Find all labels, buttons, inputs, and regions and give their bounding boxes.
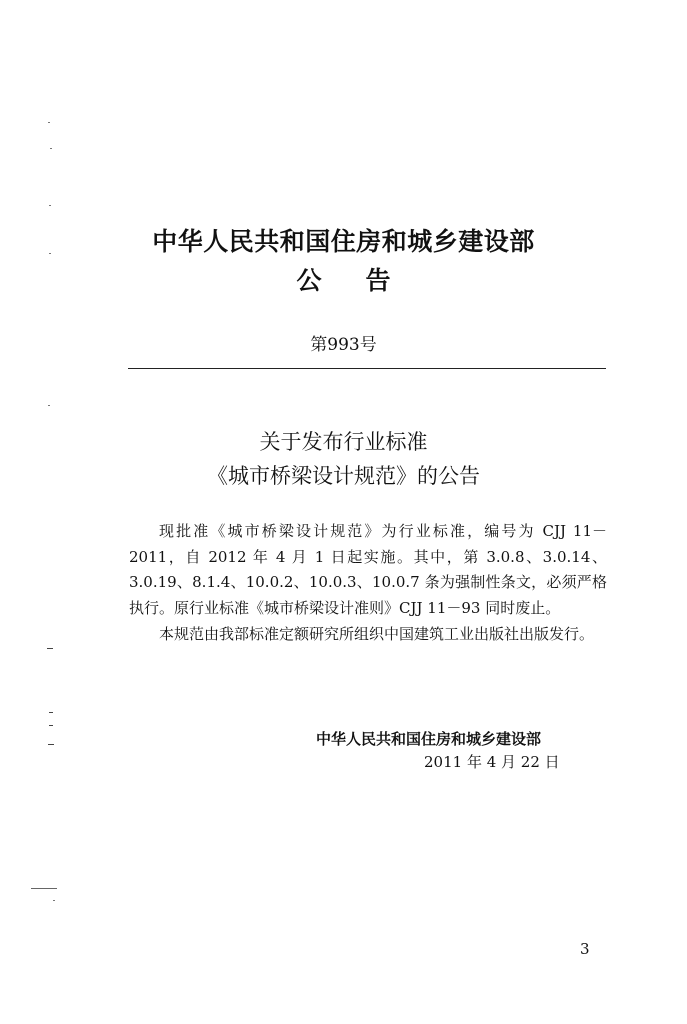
scan-speck — [48, 122, 50, 123]
announcement-number: 第993号 — [310, 335, 377, 355]
announcement-body — [129, 519, 607, 648]
subject-line-2: 《城市桥梁设计规范》的公告 — [207, 464, 480, 488]
scan-dash — [49, 725, 53, 726]
document-type-title: 公告 — [296, 266, 435, 295]
signature-date: 2011 年 4 月 22 日 — [424, 753, 560, 771]
signature-organization: 中华人民共和国住房和城乡建设部 — [316, 730, 542, 748]
scan-speck — [48, 405, 50, 406]
body-paragraph: 本规范由我部标准定额研究所组织中国建筑工业出版社出版发行。 — [159, 624, 595, 643]
scan-dash — [49, 712, 53, 713]
header-divider — [128, 368, 606, 369]
issuing-authority: 中华人民共和国住房和城乡建设部 — [152, 227, 535, 256]
scan-dash — [48, 744, 54, 745]
scan-speck — [49, 253, 51, 254]
body-paragraph: 现批准《城市桥梁设计规范》为行业标准，编号为 CJJ 11－2011，自 2012 年 4 月 1 日起实施。其中，第 3.0.8、3.0.14、3.0.19、8.1.4、10.0.2、10.0.3、10.0.7 条为强制性条文，必须严格执行。原行业标准《城市桥梁设计准则》CJJ 11－93 同时废止。 — [129, 522, 607, 618]
page-number: 3 — [580, 940, 590, 958]
scan-speck — [50, 148, 52, 149]
scan-speck — [53, 900, 55, 901]
subject-line-1: 关于发布行业标准 — [259, 430, 428, 454]
scan-speck — [49, 205, 51, 206]
scan-dash — [31, 888, 57, 889]
scan-dash — [47, 648, 53, 649]
